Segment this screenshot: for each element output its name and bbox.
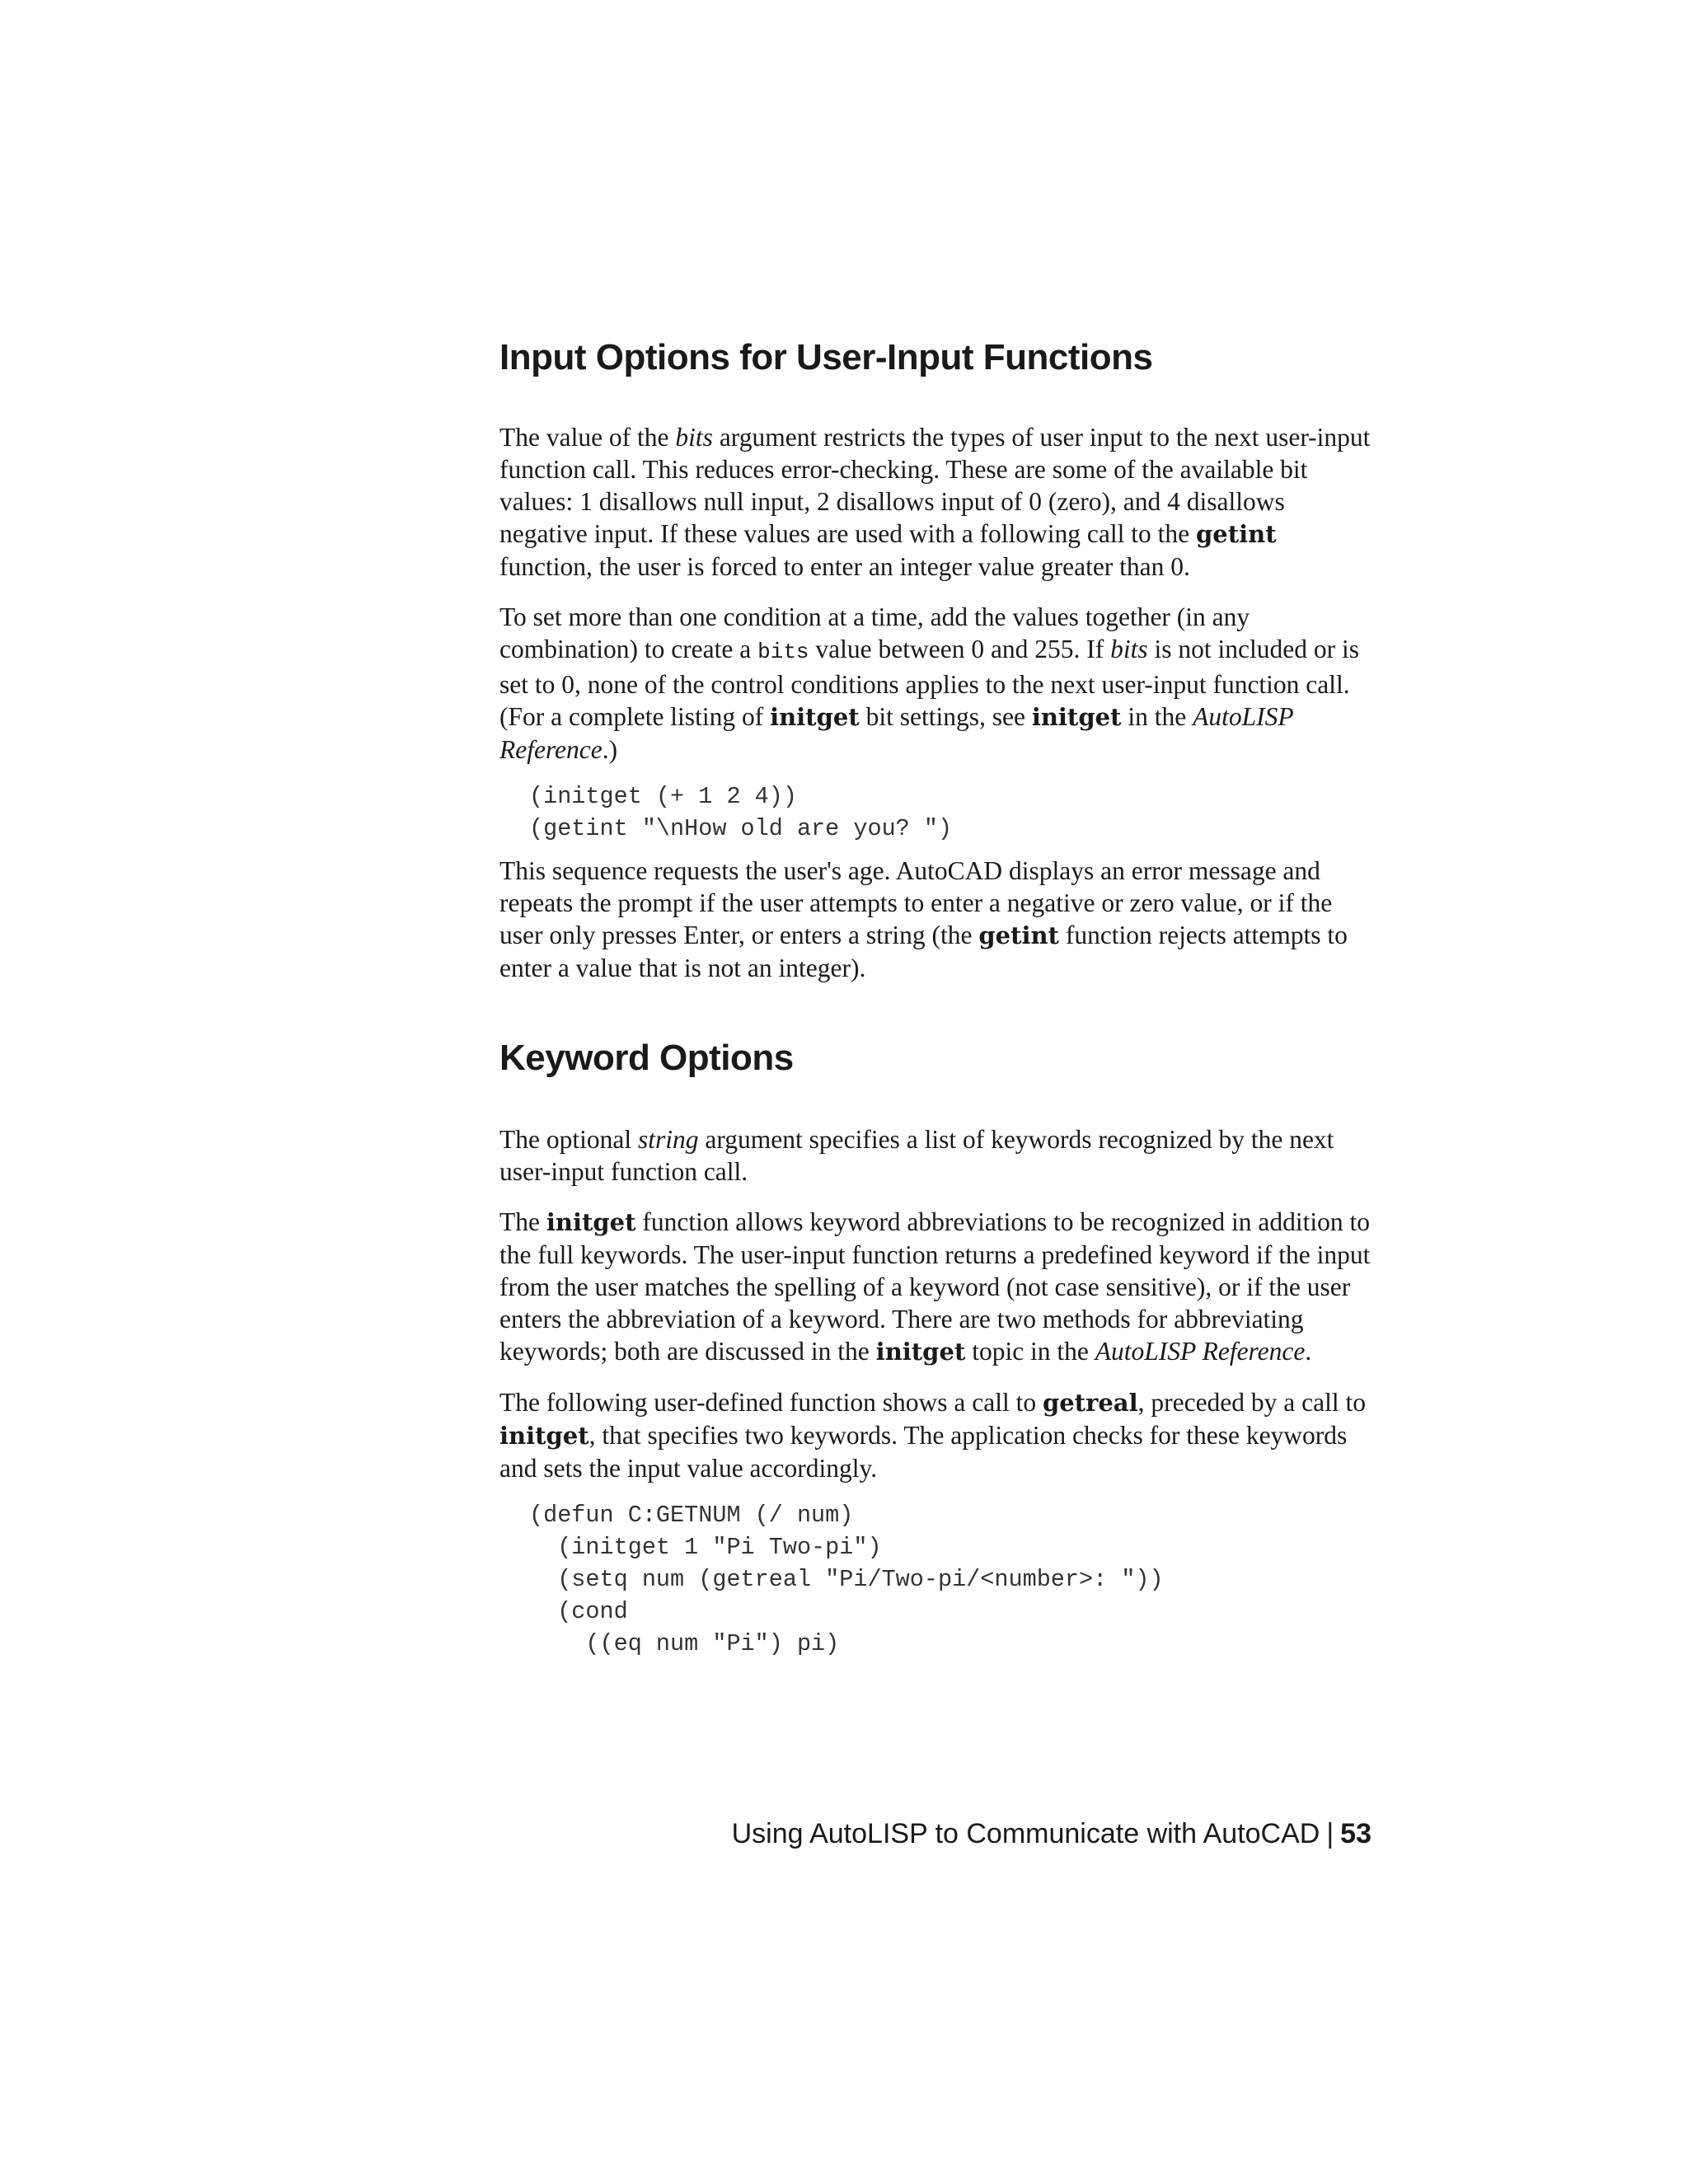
paragraph-string-argument <box>499 1123 1373 1188</box>
text-run: value between 0 and 255. If <box>809 634 1111 663</box>
function-name-initget: initget <box>770 702 860 731</box>
text-run: is not included or is set to 0, none of the control conditions applies to the next user-input function call. (For a complete listing of <box>499 634 1360 731</box>
code-block-getnum-function: (defun C:GETNUM (/ num) (initget 1 "Pi Two-pi") (setq num (getreal "Pi/Two-pi/<number>: ")) (cond ((eq num "Pi") pi) <box>529 1501 1164 1657</box>
text-run: argument specifies a list of keywords recognized by the next user-input function call. <box>499 1124 1334 1186</box>
paragraph-age-sequence <box>499 855 1373 984</box>
text-run: .) <box>602 734 618 764</box>
text-run: , preceded by a call to <box>1137 1387 1366 1417</box>
function-name-initget: initget <box>1031 702 1122 731</box>
text-run: To set more than one condition at a time, add the values together (in any combination) to create a <box>499 602 1250 663</box>
italic-term-bits: bits <box>1110 634 1148 663</box>
function-name-initget: initget <box>499 1421 589 1450</box>
text-run: The optional <box>499 1124 638 1154</box>
paragraph-multiple-conditions <box>499 601 1373 766</box>
text-run: bit settings, see <box>859 701 1032 731</box>
page-content <box>499 336 1373 1660</box>
code-term-bits: bits <box>757 639 809 664</box>
text-run: , that specifies two keywords. The application checks for these keywords and sets the input value accordingly. <box>499 1420 1348 1483</box>
reference-title: AutoLISP Reference <box>499 701 1294 764</box>
page-footer <box>732 1818 1372 1850</box>
code-block-initget-getint: (initget (+ 1 2 4)) (getint "\nHow old are you? ") <box>529 782 953 842</box>
paragraph-getreal-example <box>499 1386 1373 1484</box>
page-number: 53 <box>1340 1818 1372 1849</box>
section-heading-keyword-options: Keyword Options <box>499 1037 794 1078</box>
paragraph-keyword-abbreviations <box>499 1206 1373 1368</box>
section-heading-input-options: Input Options for User-Input Functions <box>499 337 1153 377</box>
text-run: The <box>499 1207 546 1236</box>
reference-title: AutoLISP Reference <box>1095 1336 1306 1366</box>
function-name-getreal: getreal <box>1042 1388 1138 1417</box>
text-run: This sequence requests the user's age. AutoCAD displays an error message and repeats the prompt if the user attempts to enter a negative or zero value, or if the user only presses Enter, or enters a string (the <box>499 855 1333 949</box>
function-name-initget: initget <box>875 1337 966 1366</box>
text-run: . <box>1305 1336 1312 1366</box>
text-run: function rejects attempts to enter a value that is not an integer). <box>499 920 1348 982</box>
italic-term-bits: bits <box>675 422 713 452</box>
footer-title: Using AutoLISP to Communicate with AutoCAD <box>731 1818 1320 1849</box>
function-name-getint: getint <box>978 921 1059 949</box>
text-run: The following user-defined function shows a call to <box>499 1387 1043 1417</box>
text-run: function allows keyword abbreviations to be recognized in addition to the full keywords. The user-input function returns a predefined keyword if the input from the user matches the spelling of a keyword (not case sensitive), or if the user enters the abbreviation of a keyword. There are two methods for abbreviating keywords; both are discussed in the <box>499 1207 1371 1366</box>
function-name-getint: getint <box>1196 519 1277 548</box>
footer-separator: | <box>1326 1818 1334 1849</box>
text-run: argument restricts the types of user input to the next user-input function call. This reduces error-checking. These are some of the available bit values: 1 disallows null input, 2 disallows input of 0 (zero), and 4 disallows negative input. If these values are used with a following call to the <box>499 422 1371 548</box>
text-run: in the <box>1121 701 1193 731</box>
text-run: topic in the <box>965 1336 1095 1366</box>
paragraph-bits-argument <box>499 421 1373 583</box>
text-run: The value of the <box>499 422 676 452</box>
italic-term-string: string <box>637 1124 699 1154</box>
function-name-initget: initget <box>546 1207 636 1236</box>
text-run: function, the user is forced to enter an integer value greater than 0. <box>499 551 1190 581</box>
